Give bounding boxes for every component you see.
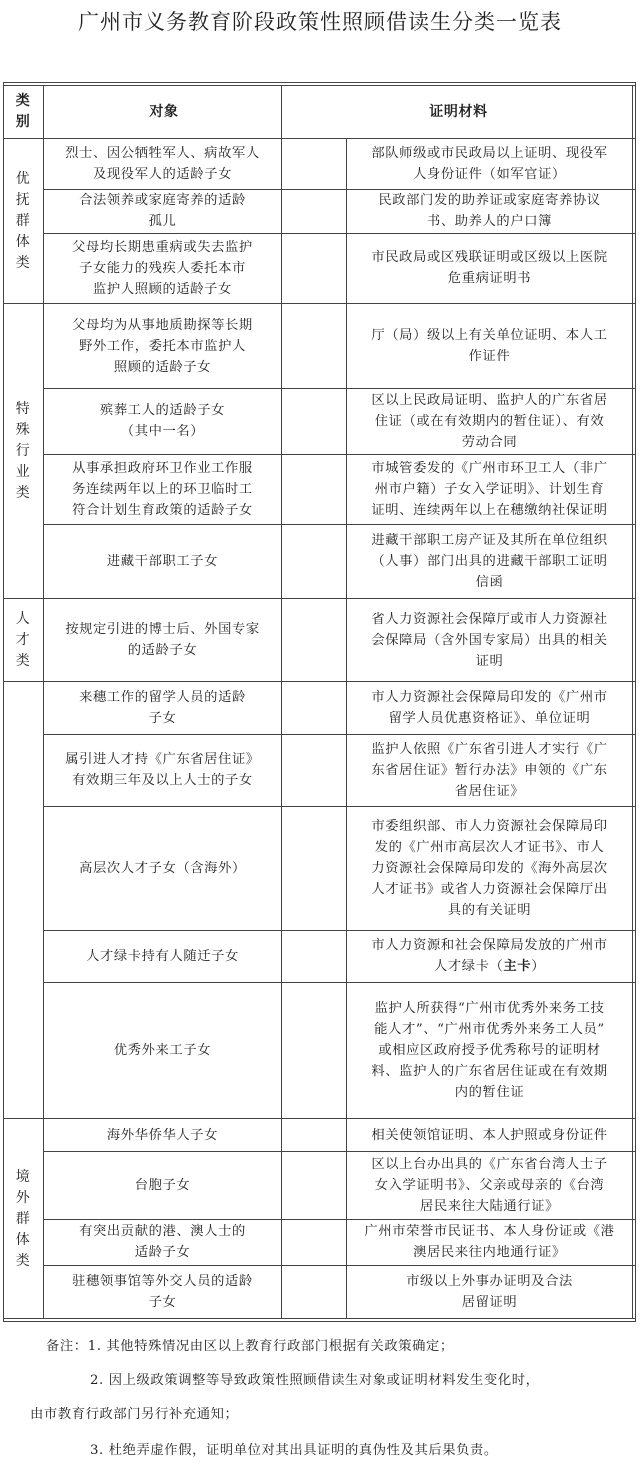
materials-cell: 市人力资源社会保障局印发的《广州市 留学人员优惠资格证》、单位证明 bbox=[371, 690, 608, 726]
table-bottom-border bbox=[3, 1321, 636, 1322]
target-cell: 台胞子女 bbox=[134, 1177, 191, 1193]
column-divider-a bbox=[281, 1219, 282, 1265]
materials-text: 市人力资源和社会保障局发放的广州市 人才绿卡（ bbox=[371, 938, 608, 974]
column-divider-a bbox=[281, 599, 282, 681]
column-divider-a bbox=[281, 1265, 282, 1319]
column-divider-a bbox=[281, 682, 282, 734]
column-divider-a bbox=[281, 139, 282, 189]
target-cell: 属引进人才持《广东省居住证》 有效期三年及以上人士的子女 bbox=[65, 752, 260, 788]
column-divider-a bbox=[281, 982, 282, 1118]
materials-cell: 部队师级或市民政局以上证明、现役军 人身份证件（如军官证） bbox=[371, 146, 608, 182]
target-cell: 有突出贡献的港、澳人士的 适龄子女 bbox=[79, 1224, 246, 1260]
target-cell: 合法领养或家庭寄养的适龄 孤儿 bbox=[79, 193, 246, 229]
policy-table bbox=[3, 82, 636, 1322]
materials-cell: 市委组织部、市人力资源社会保障局印 发的《广州市高层次人才证书》、市人 力资源社会保障局印发的《海外高层次 人才证书》或省人力资源社会保障厅出 具的有关证明 bbox=[371, 818, 608, 918]
category-cell-2: 特 殊 行 业 类 bbox=[15, 400, 31, 501]
target-cell: 烈士、因公牺牲军人、病故军人 及现役军人的适龄子女 bbox=[65, 146, 260, 182]
target-cell: 从事承担政府环卫作业工作服 务连续两年以上的环卫临时工 符合计划生育政策的适龄子女 bbox=[72, 460, 253, 518]
materials-cell: 厅（局）级以上有关单位证明、本人工 作证件 bbox=[371, 328, 608, 364]
column-divider-a bbox=[281, 1151, 282, 1219]
target-cell: 来穗工作的留学人员的适龄 子女 bbox=[79, 690, 246, 726]
table-top-border bbox=[3, 82, 636, 83]
column-divider-a bbox=[281, 233, 282, 303]
target-cell: 高层次人才子女（含海外） bbox=[79, 860, 246, 876]
column-divider-a bbox=[281, 388, 282, 454]
category-cell-4 bbox=[3, 682, 43, 1118]
target-cell: 殡葬工人的适龄子女 （其中一名） bbox=[99, 403, 226, 439]
materials-bold-text: 主卡 bbox=[503, 959, 532, 974]
note-1: 备注：1. 其他特殊情况由区以上教育行政部门根据有关政策确定； bbox=[46, 1339, 454, 1354]
column-divider-a bbox=[281, 524, 282, 598]
table-right-border-inner bbox=[632, 85, 633, 1319]
category-cell-1: 优 抚 群 体 类 bbox=[15, 170, 31, 271]
materials-cell bbox=[347, 930, 632, 982]
materials-cell: 省人力资源社会保障厅或市人力资源社 会保障局（含外国专家局）出具的相关 证明 bbox=[371, 611, 608, 669]
target-cell: 父母均长期患重病或失去监护 子女能力的残疾人委托本市 监护人照顾的适龄子女 bbox=[72, 239, 253, 297]
note-2-line-1: 2. 因上级政策调整等导致政策性照顾借读生对象或证明材料发生变化时， bbox=[90, 1373, 540, 1388]
column-divider-a bbox=[281, 930, 282, 982]
materials-cell: 市民政局或区残联证明或区级以上医院 危重病证明书 bbox=[371, 250, 608, 286]
column-divider-a bbox=[281, 454, 282, 524]
header-materials: 证明材料 bbox=[429, 103, 488, 120]
header-category: 类 别 bbox=[15, 93, 31, 130]
note-3: 3. 杜绝弄虚作假，证明单位对其出具证明的真伪性及其后果负责。 bbox=[90, 1443, 498, 1458]
note-2-line-2: 由市教育行政部门另行补充通知； bbox=[30, 1407, 239, 1422]
header-target: 对象 bbox=[149, 103, 179, 120]
materials-cell: 市级以上外事办证明及合法 居留证明 bbox=[406, 1274, 573, 1310]
category-cell-3: 人 才 类 bbox=[15, 610, 31, 669]
target-cell: 人才绿卡持有人随迁子女 bbox=[86, 948, 239, 964]
page-title: 广州市义务教育阶段政策性照顾借读生分类一览表 bbox=[78, 10, 562, 34]
column-divider-a bbox=[281, 189, 282, 233]
column-divider-a bbox=[281, 304, 282, 388]
materials-tail-text: ） bbox=[531, 959, 546, 974]
materials-cell: 相关使领馆证明、本人护照或身份证件 bbox=[371, 1127, 608, 1143]
materials-cell: 民政部门发的助养证或家庭寄养协议 书、助养人的户口簿 bbox=[378, 193, 601, 229]
target-cell: 优秀外来工子女 bbox=[113, 1042, 212, 1058]
materials-cell: 进藏干部职工房产证及其所在单位组织 （人事）部门出具的进藏干部职工证明 信函 bbox=[371, 532, 608, 590]
category-cell-5: 境 外 群 体 类 bbox=[15, 1168, 31, 1269]
column-divider-a bbox=[281, 1119, 282, 1151]
column-divider-a bbox=[281, 806, 282, 930]
materials-cell: 市城管委发的《广州市环卫工人（非广 州市户籍）子女入学证明》、计划生育 证明、连续两年以上在穗缴纳社保证明 bbox=[371, 460, 608, 518]
column-divider-a bbox=[281, 734, 282, 806]
target-cell: 海外华侨华人子女 bbox=[106, 1127, 219, 1143]
header-col-divider-2 bbox=[281, 86, 282, 138]
header-col-divider-1 bbox=[43, 86, 44, 138]
target-cell: 进藏干部职工子女 bbox=[106, 553, 219, 569]
materials-cell: 监护人依照《广东省引进人才实行《广 东省居住证》暂行办法》申领的《广东 省居住证》 bbox=[371, 741, 608, 799]
materials-cell: 区以上台办出具的《广东省台湾人士子 女入学证明书》、父亲或母亲的《台湾 居民来往大陆通行证》 bbox=[371, 1156, 608, 1214]
target-cell: 按规定引进的博士后、外国专家 的适龄子女 bbox=[65, 622, 260, 658]
target-cell: 驻穗领事馆等外交人员的适龄 子女 bbox=[72, 1274, 253, 1310]
target-cell: 父母均为从事地质勘探等长期 野外工作，委托本市监护人 照顾的适龄子女 bbox=[72, 317, 253, 375]
table-right-border bbox=[635, 82, 636, 1322]
materials-cell: 广州市荣誉市民证书、本人身份证或《港 澳居民来往内地通行证》 bbox=[364, 1224, 615, 1260]
materials-cell: 区以上民政局证明、监护人的广东省居 住证（或在有效期内的暂住证）、有效 劳动合同 bbox=[371, 392, 608, 450]
materials-cell: 监护人所获得“广州市优秀外来务工技 能人才”、“广州市优秀外来务工人员” 或相应区政府授予优秀称号的证明材 料、监护人的广东省居住证或在有效期 内的暂住证 bbox=[371, 1000, 608, 1100]
